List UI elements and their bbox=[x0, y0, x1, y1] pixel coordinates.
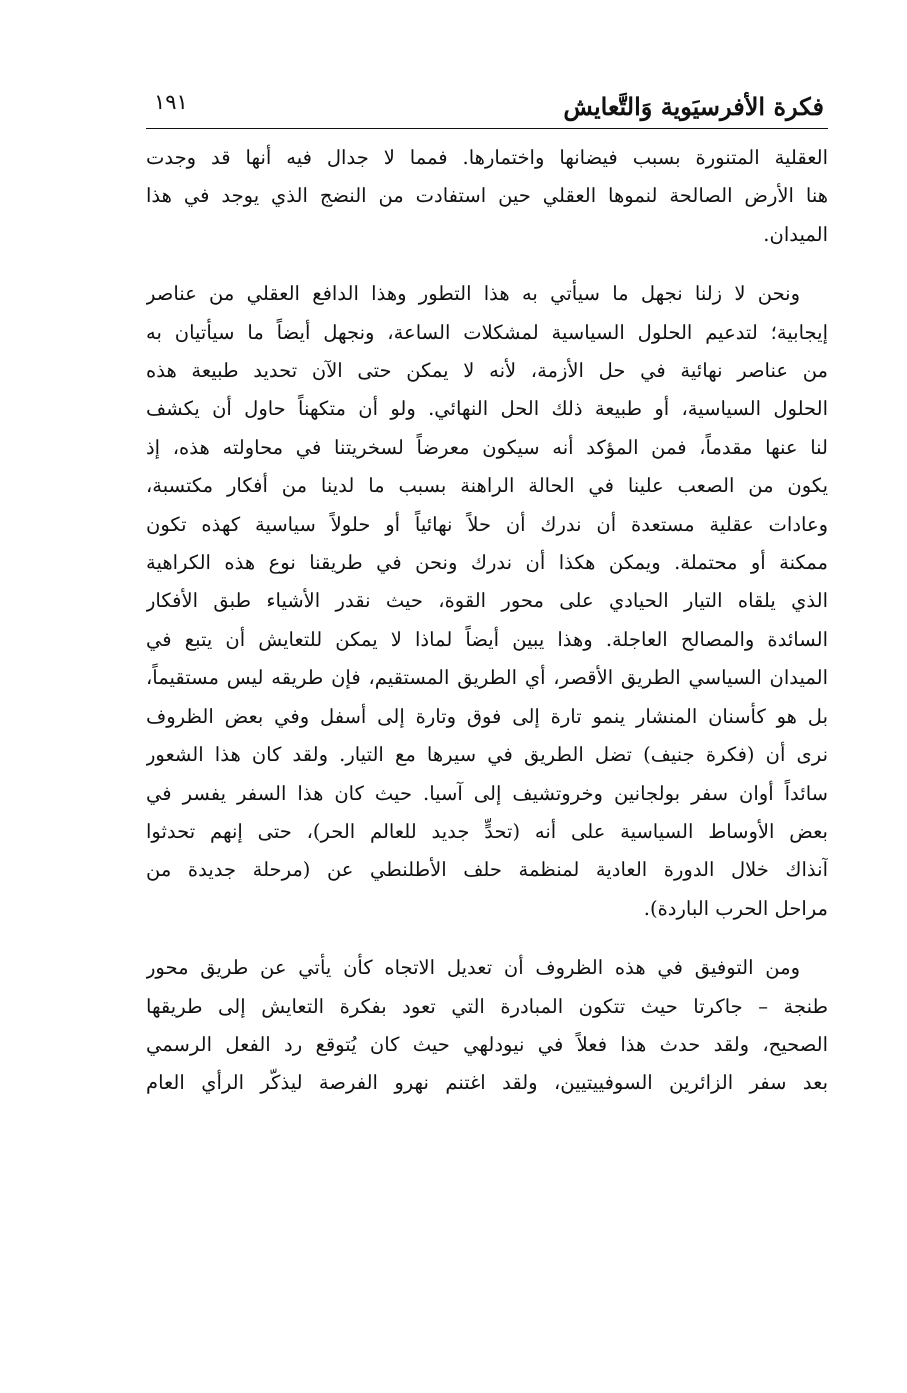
text-line: العقلية المتنورة بسبب فيضانها واختمارها. فمما لا جدال فيه أنها قد وجدت bbox=[146, 146, 828, 169]
text-line: السائدة والمصالح العاجلة. وهذا يبين أيضاً لماذا لا يمكن للتعايش أن يتبع في bbox=[146, 627, 828, 651]
running-title: فكرة الأفرسيَوية وَالتَّعايش bbox=[563, 92, 824, 121]
text-line: ممكنة أو محتملة. ويمكن هكذا أن ندرك ونحن في طريقنا نوع هذه الكراهية bbox=[146, 551, 828, 575]
paragraph bbox=[146, 275, 828, 928]
text-line: الذي يلقاه التيار الحيادي على محور القوة، حيث نقدر الأشياء طبق الأفكار bbox=[146, 589, 828, 613]
text-line: مراحل الحرب الباردة). bbox=[643, 896, 828, 920]
text-line: إيجابية؛ لتدعيم الحلول السياسية لمشكلات الساعة، ونجهل أيضاً ما سيأتيان به bbox=[146, 320, 828, 344]
text-line: الميدان السياسي الطريق الأقصر، أي الطريق المستقيم، فإن طريقه ليس مستقيماً، bbox=[146, 666, 828, 690]
body-text bbox=[146, 139, 828, 1103]
page-number: ١٩١ bbox=[154, 90, 188, 114]
paragraph bbox=[146, 139, 828, 254]
text-line: بل هو كأسنان المنشار ينمو تارة إلى فوق وتارة إلى أسفل وفي بعض الظروف bbox=[146, 704, 828, 728]
text-line: ومن التوفيق في هذه الظروف أن تعديل الاتجاه كأن يأتي عن طريق محور bbox=[146, 956, 800, 980]
text-line: الميدان. bbox=[763, 222, 828, 246]
text-line: نرى أن (فكرة جنيف) تضل الطريق في سيرها مع التيار. ولقد كان هذا الشعور bbox=[146, 743, 828, 767]
text-line: بعض الأوساط السياسية على أنه (تحدٍّ جديد للعالم الحر)، حتى إنهم تحدثوا bbox=[146, 819, 828, 843]
text-line: بعد سفر الزائرين السوفييتيين، ولقد اغتنم نهرو الفرصة ليذكّر الرأي العام bbox=[146, 1071, 828, 1095]
text-line: طنجة – جاكرتا حيث تتكون المبادرة التي تعود بفكرة التعايش إلى طريقها bbox=[146, 994, 828, 1018]
text-line: من عناصر نهائية في حل الأزمة، لأنه لا يمكن حتى الآن تحديد طبيعة هذه bbox=[146, 359, 828, 383]
text-line: لنا عنها مقدماً، فمن المؤكد أنه سيكون معرضاً لسخريتنا في محاولته هذه، إذ bbox=[146, 435, 828, 459]
text-line: الحلول السياسية، أو طبيعة ذلك الحل النهائي. ولو أن متكهناً حاول أن يكشف bbox=[146, 397, 828, 421]
page-header bbox=[146, 84, 828, 129]
text-line: هنا الأرض الصالحة لنموها العقلي حين استفادت من النضج الذي يوجد في هذا bbox=[146, 184, 828, 208]
text-line: الصحيح، ولقد حدث هذا فعلاً في نيودلهي حيث كان يُتوقع رد الفعل الرسمي bbox=[146, 1032, 828, 1056]
text-line: وعادات عقلية مستعدة أن ندرك أن حلاً نهائياً أو حلولاً سياسية كهذه تكون bbox=[146, 512, 828, 536]
document-page bbox=[146, 84, 828, 1103]
text-line: آنذاك خلال الدورة العادية لمنظمة حلف الأطلنطي عن (مرحلة جديدة من bbox=[146, 858, 828, 882]
text-line: سائداً أوان سفر بولجانين وخروتشيف إلى آسيا. حيث كان هذا السفر يفسر في bbox=[146, 781, 828, 805]
text-line: يكون من الصعب علينا في الحالة الراهنة بسبب ما لدينا من أفكار مكتسبة، bbox=[146, 474, 828, 498]
text-line: ونحن لا زلنا نجهل ما سيأتي به هذا التطور وهذا الدافع العقلي من عناصر bbox=[146, 282, 800, 306]
paragraph bbox=[146, 949, 828, 1103]
